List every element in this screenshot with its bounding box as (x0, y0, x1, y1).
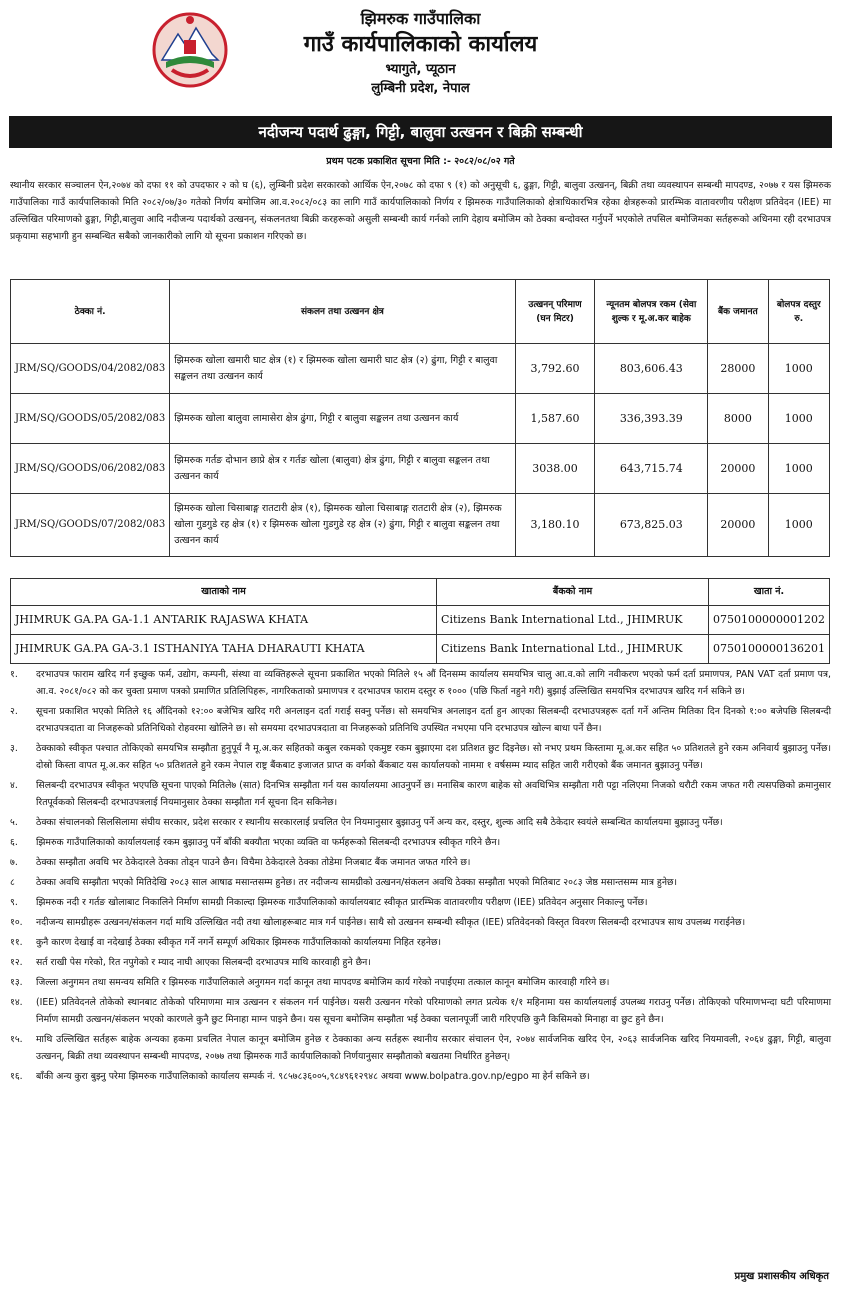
list-item: ५. ठेक्का संचालनको सिलसिलामा संघीय सरकार, प्रदेश सरकार र स्थानीय सरकारलाई प्रचलित ऐन नियमानुसार बुझाउनु पर्ने अन्य कर, दस्तुर, शुल्क आदि सबै ठेकेदार स्वयंले सम्बन्धित कार्यालयमा बुझाउनु पर्नेछ। (10, 817, 723, 828)
table-row (11, 444, 830, 494)
contract-bid-fee: 1000 (768, 444, 829, 494)
list-item: १. दरभाउपत्र फाराम खरिद गर्न इच्छुक फर्म, उद्योग, कम्पनी, संस्था वा व्यक्तिहरूले सूचना प्रकाशित भएको मितिले १५ औं दिनसम्म कार्यालय समयभित्र चालु आ.व.को लागि नवीकरण भएको फर्म दर्ता प्रमाणपत्र, PAN VAT दर्ता प्रमाण पत्र, आ.व. २०८१/०८२ को कर चुक्ता प्रमाण पत्रको प्रमाणित प्रतिलिपिहरू, नागरिकताको प्रमाणपत्र र दरभाउपत्र फाराम दस्तुर रु १००० (पछि फिर्ता नहुने गरी) बुझाई उल्लिखित समयभित्र दरभाउपत्र खरिद गर्न सकिने छ। (10, 669, 831, 697)
contract-quantity: 3,180.10 (515, 494, 595, 557)
list-item: १२. सर्त राखी पेस गरेको, रित नपुगेको र म्याद नाघी आएका सिलबन्दी दरभाउपत्र माथि कारवाही हुने छैन। (10, 957, 371, 968)
contract-quantity: 1,587.60 (515, 394, 595, 444)
col-header-min-bid: न्यूनतम बोलपत्र रकम (सेवा शुल्क र मू.अ.कर बाहेक (595, 280, 708, 344)
contract-area: झिमरुक गर्तङ दोभान छाप्रे क्षेत्र र गर्तङ खोला (बालुवा) क्षेत्र ढुंगा, गिट्टी र बालुवा सङ्कलन तथा उत्खनन कार्य (170, 444, 515, 494)
list-item: ७. ठेक्का सम्झौता अवधि भर ठेकेदारले ठेक्का तोड्न पाउने छैन। विचैमा ठेकेदारले ठेक्का तोडेमा निजबाट बैंक जमानत जफत गरिने छ। (10, 857, 471, 868)
contract-min-bid: 643,715.74 (595, 444, 708, 494)
col-header-bank-name: बैंकको नाम (437, 579, 709, 606)
list-item: १५. माथि उल्लिखित सर्तहरू बाहेक अन्यका हकमा प्रचलित नेपाल कानून बमोजिम हुनेछ र ठेक्काका अन्य सर्तहरू स्थानीय सरकार संचालन ऐन, २०७४ सार्वजनिक खरिद ऐन, २०६३ सार्वजनिक खरिद नियमावली, २०६४ ढुङ्गा, गिट्टी, बालुवा उत्खनन्, बिक्री तथा व्यवस्थापन सम्बन्धी मापदण्ड, २०७७ तथा झिमरुक गाउँ कार्यपालिकाको निर्णयानुसार सम्झौताको बखतमा निर्धारित हुनेछन्। (10, 1034, 831, 1062)
table-row (11, 606, 830, 635)
list-item: ३. ठेक्काको स्वीकृत पश्चात तोकिएको समयभित्र सम्झौता हुनुपूर्व नै मू.अ.कर सहितको कबुल रकमको एकमुष्ट रकम बुझाएमा दश प्रतिशत छुट दिइनेछ। सो नभए प्रथम किस्तामा मू.अ.कर सहित ५० प्रतिशतले हुने रकम अनिवार्य बुझाउनु पर्नेछ। दोस्रो किस्ता वापत मू.अ.कर सहित ५० प्रतिशतले हुने रकम नेपाल राष्ट्र बैंकबाट इजाजत प्राप्त क वर्गको बैंकबाट यस कार्यालयको नाममा १ वर्षसम्म म्याद सहित जारी गरीएको बैंक जमानत बुझाउनु पर्नेछ। (10, 743, 831, 771)
notice-title-banner: नदीजन्य पदार्थ ढुङ्गा, गिट्टी, बालुवा उत्खनन र बिक्री सम्बन्धी (9, 116, 832, 148)
list-item: २. सूचना प्रकाशित भएको मितिले १६ औंदिनको १२:०० बजेभित्र खरिद गरी अनलाइन दर्ता गराई सक्नु पर्नेछ। सो समयभित्र अनलाइन दर्ता हुन आएका सिलबन्दी दरभाउपत्रहरू दर्ता गर्ने अन्तिम मितिका दिन दिनको १:०० बजेपछि सिलबन्दी दरभाउपत्रदाता वा निजहरूको प्रतिनिधिको रोहवरमा खोलिने छ। सो समयमा दरभाउपत्रदाता वा निजहरूको प्रतिनिधि उपस्थित नभएमा पनि दरभाउपत्र खोल्न बाधा पर्ने छैन। (10, 706, 831, 734)
account-no: 0750100000136201 (709, 635, 830, 664)
contract-no: JRM/SQ/GOODS/04/2082/083 (11, 344, 170, 394)
account-name: JHIMRUK GA.PA GA-3.1 ISTHANIYA TAHA DHARAUTI KHATA (11, 635, 437, 664)
list-item: ९. झिमरुक नदी र गर्तङ खोलाबाट निकालिने निर्माण सामग्री निकाल्दा झिमरुक गाउँपालिकाको कार्यालयबाट स्वीकृत प्रारम्भिक वातावरणीय परीक्षण (IEE) प्रतिवेदन अनुसार निकाल्नु पर्नेछ। (10, 897, 648, 908)
contract-min-bid: 336,393.39 (595, 394, 708, 444)
contract-no: JRM/SQ/GOODS/07/2082/083 (11, 494, 170, 557)
publication-date: प्रथम पटक प्रकाशित सूचना मिति :- २०८२/०८/०२ गते (326, 156, 515, 167)
contract-bid-fee: 1000 (768, 344, 829, 394)
contract-area: झिमरुक खोला चिसाबाङ्ग रातटारी क्षेत्र (१), झिमरुक खोला चिसाबाङ्ग रातटारी क्षेत्र (२), झिमरुक खोला गुडगुडे रह क्षेत्र (१) र झिमरुक खोला गुडगुडे रह क्षेत्र (२) ढुंगा, गिट्टी र बालुवा सङ्कलन तथा उत्खनन कार्य (170, 494, 515, 557)
bank-name: Citizens Bank International Ltd., JHIMRUK (437, 635, 709, 664)
account-name: JHIMRUK GA.PA GA-1.1 ANTARIK RAJASWA KHATA (11, 606, 437, 635)
letterhead (0, 0, 841, 112)
col-header-bid-fee: बोलपत्र दस्तुर रु. (768, 280, 829, 344)
accounts-table (10, 578, 830, 664)
contract-quantity: 3038.00 (515, 444, 595, 494)
col-header-account-name: खाताको नाम (11, 579, 437, 606)
contract-area: झिमरुक खोला बालुवा लामासेरा क्षेत्र ढुंगा, गिट्टी र बालुवा सङ्कलन तथा उत्खनन कार्य (170, 394, 515, 444)
contracts-table (10, 279, 830, 557)
col-header-contract-no: ठेक्का नं. (11, 280, 170, 344)
table-row (11, 635, 830, 664)
contract-quantity: 3,792.60 (515, 344, 595, 394)
accounts-header-row (11, 579, 830, 606)
contract-area: झिमरुक खोला खमारी घाट क्षेत्र (१) र झिमरुक खोला खमारी घाट क्षेत्र (२) ढुंगा, गिट्टी र बालुवा सङ्कलन तथा उत्खनन कार्य (170, 344, 515, 394)
list-item: १६. बाँकी अन्य कुरा बुझ्नु परेमा झिमरुक गाउँपालिकाको कार्यालय सम्पर्क नं. ९८५७८३६००५,९८४९६१२९४८ अथवा www.bolpatra.gov.np/egpo मा हेर्न सकिने छ। (10, 1071, 590, 1082)
office-location: भ्यागुते, प्यूठान (385, 62, 456, 77)
table-row (11, 344, 830, 394)
list-item: १३. जिल्ला अनुगमन तथा समन्वय समिति र झिमरुक गाउँपालिकाले अनुगमन गर्दा कानून तथा मापदण्ड बमोजिम कार्य गरेको नपाईएमा तत्काल कानून बमोजिम कारवाही गरिने छ। (10, 977, 610, 988)
contract-bank-guarantee: 8000 (708, 394, 768, 444)
office-name: गाउँ कार्यपालिकाको कार्यालय (303, 32, 538, 57)
table-row (11, 494, 830, 557)
contract-bank-guarantee: 28000 (708, 344, 768, 394)
contract-min-bid: 673,825.03 (595, 494, 708, 557)
contract-no: JRM/SQ/GOODS/05/2082/083 (11, 394, 170, 444)
table-row (11, 394, 830, 444)
terms-list (10, 666, 831, 1088)
col-header-quantity: उत्खनन् परिमाण (घन मिटर) (515, 280, 595, 344)
list-item: ६. झिमरुक गाउँपालिकाको कार्यालयलाई रकम बुझाउनु पर्ने बाँकी बक्यौता भएका व्यक्ति वा फर्महरूको सिलबन्दी दरभाउपत्र स्वीकृत गरिने छैन। (10, 837, 501, 848)
intro-paragraph: स्थानीय सरकार सञ्चालन ऐन,२०७४ को दफा ११ को उपदफार २ को घ (६), लुम्बिनी प्रदेश सरकारको आर्थिक ऐन,२०७८ को दफा ९ (१) को अनुसूची ६, ढुङ्गा, गिट्टी, बालुवा उत्खनन्, बिक्री तथा व्यवस्थापन सम्बन्धी मापदण्ड, २०७७ र यस झिमरुक गाउँपालिका गाउँ कार्यपालिकाको मिति २०८२/०७/३० गतेको निर्णय बमोजिम आ.व.२०८२/०८३ का लागि गाउँ कार्यपालिकाको निर्णय र झिमरुक गाउँपालिकाको क्षेत्राधिकारभित्र रहेका क्षेत्रहरूको प्रारम्भिक वातावरणीय परीक्षण प्रतिवेदन (IEE) मा उल्लिखित परिमाणको ढुङ्गा, गिट्टी,बालुवा आदि नदीजन्य पदार्थको उत्खनन्, संकलनतथा बिक्री करहरूको असुली सम्बन्धी कार्य गर्नको लागि देहाय बमोजिम को ठेक्का बन्दोवस्त गर्नुपर्ने भएकोले तपसिल बमोजिमका सर्तहरूको अधिनमा रही दरभाउपत्र प्रकृयामा सहभागी हुन सम्बन्धित सबैको जानकारीको लागि यो सूचना प्रकाशन गरिएको छ। (10, 180, 831, 242)
contract-min-bid: 803,606.43 (595, 344, 708, 394)
province-country: लुम्बिनी प्रदेश, नेपाल (371, 81, 470, 96)
col-header-bank-guarantee: बैंक जमानत (708, 280, 768, 344)
signature-title: प्रमुख प्रशासकीय अधिकृत (734, 1271, 829, 1282)
municipality-name: झिमरुक गाउँपालिका (360, 9, 481, 28)
col-header-area: संकलन तथा उत्खनन क्षेत्र (170, 280, 515, 344)
list-item: ४. सिलबन्दी दरभाउपत्र स्वीकृत भएपछि सूचना पाएको मितिले७ (सात) दिनभित्र सम्झौता गर्न यस कार्यालयमा आउनुपर्ने छ। मनासिब कारण बाहेक सो अवधिभित्र सम्झौता गरी पट्टा नलिएमा निजको धरौटी रकम जफत गरी त्यसपछिको क्रमानुसार रितपूर्वकको सिलबन्दी दरभाउपत्रलाई नियमानुसार ठेक्का सम्झौता गर्न सूचना दिन सकिनेछ। (10, 780, 831, 808)
list-item: १०. नदीजन्य सामग्रीहरू उत्खनन/संकलन गर्दा माथि उल्लिखित नदी तथा खोलाहरूबाट मात्र गर्न पाईनेछ। साथै सो उत्खनन सम्बन्धी स्वीकृत (IEE) प्रतिवेदनको विस्तृत विवरण सिलबन्दी दरभाउपत्र साथ उपलब्ध गराईनेछ। (10, 917, 746, 928)
contract-bank-guarantee: 20000 (708, 494, 768, 557)
contract-bid-fee: 1000 (768, 394, 829, 444)
bank-name: Citizens Bank International Ltd., JHIMRUK (437, 606, 709, 635)
account-no: 0750100000001202 (709, 606, 830, 635)
contract-bank-guarantee: 20000 (708, 444, 768, 494)
list-item: ११. कुनै कारण देखाई वा नदेखाई ठेक्का स्वीकृत गर्ने नगर्ने सम्पूर्ण अधिकार झिमरुक गाउँपालिकाको कार्यालयमा निहित रहनेछ। (10, 937, 441, 948)
contract-bid-fee: 1000 (768, 494, 829, 557)
list-item: ८ ठेक्का अवधि सम्झौता भएको मितिदेखि २०८३ साल आषाढ मसान्तसम्म हुनेछ। तर नदीजन्य सामग्रीको उत्खनन/संकलन अवधि ठेक्का सम्झौता भएको मितिबाट २०८३ जेष्ठ मसान्तसम्म मात्र हुनेछ। (10, 877, 678, 888)
col-header-account-no: खाता नं. (709, 579, 830, 606)
contract-no: JRM/SQ/GOODS/06/2082/083 (11, 444, 170, 494)
list-item: १४. (IEE) प्रतिवेदनले तोकेको स्थानबाट तोकेको परिमाणमा मात्र उत्खनन र संकलन गर्न पाईनेछ। यसरी उत्खनन गरेको परिमाणको लगत प्रत्येक १/१ महिनामा यस कार्यालयलाई उपलब्ध गराउनु पर्नेछ। तोकिएको परिमाणभन्दा घटी परिमाणमा निर्माण सामग्री उत्खनन/संकलन भएको कारणले कुनै छुट मिनाहा माग्न पाइने छैन। यस सूचना बमोजिम सम्झौता भई ठेक्का चलानपूर्जी जारी गरिएपछि कुनै किसिमको मिनाहा वा छुट हुने छैन। (10, 997, 831, 1025)
contracts-header-row (11, 280, 830, 344)
